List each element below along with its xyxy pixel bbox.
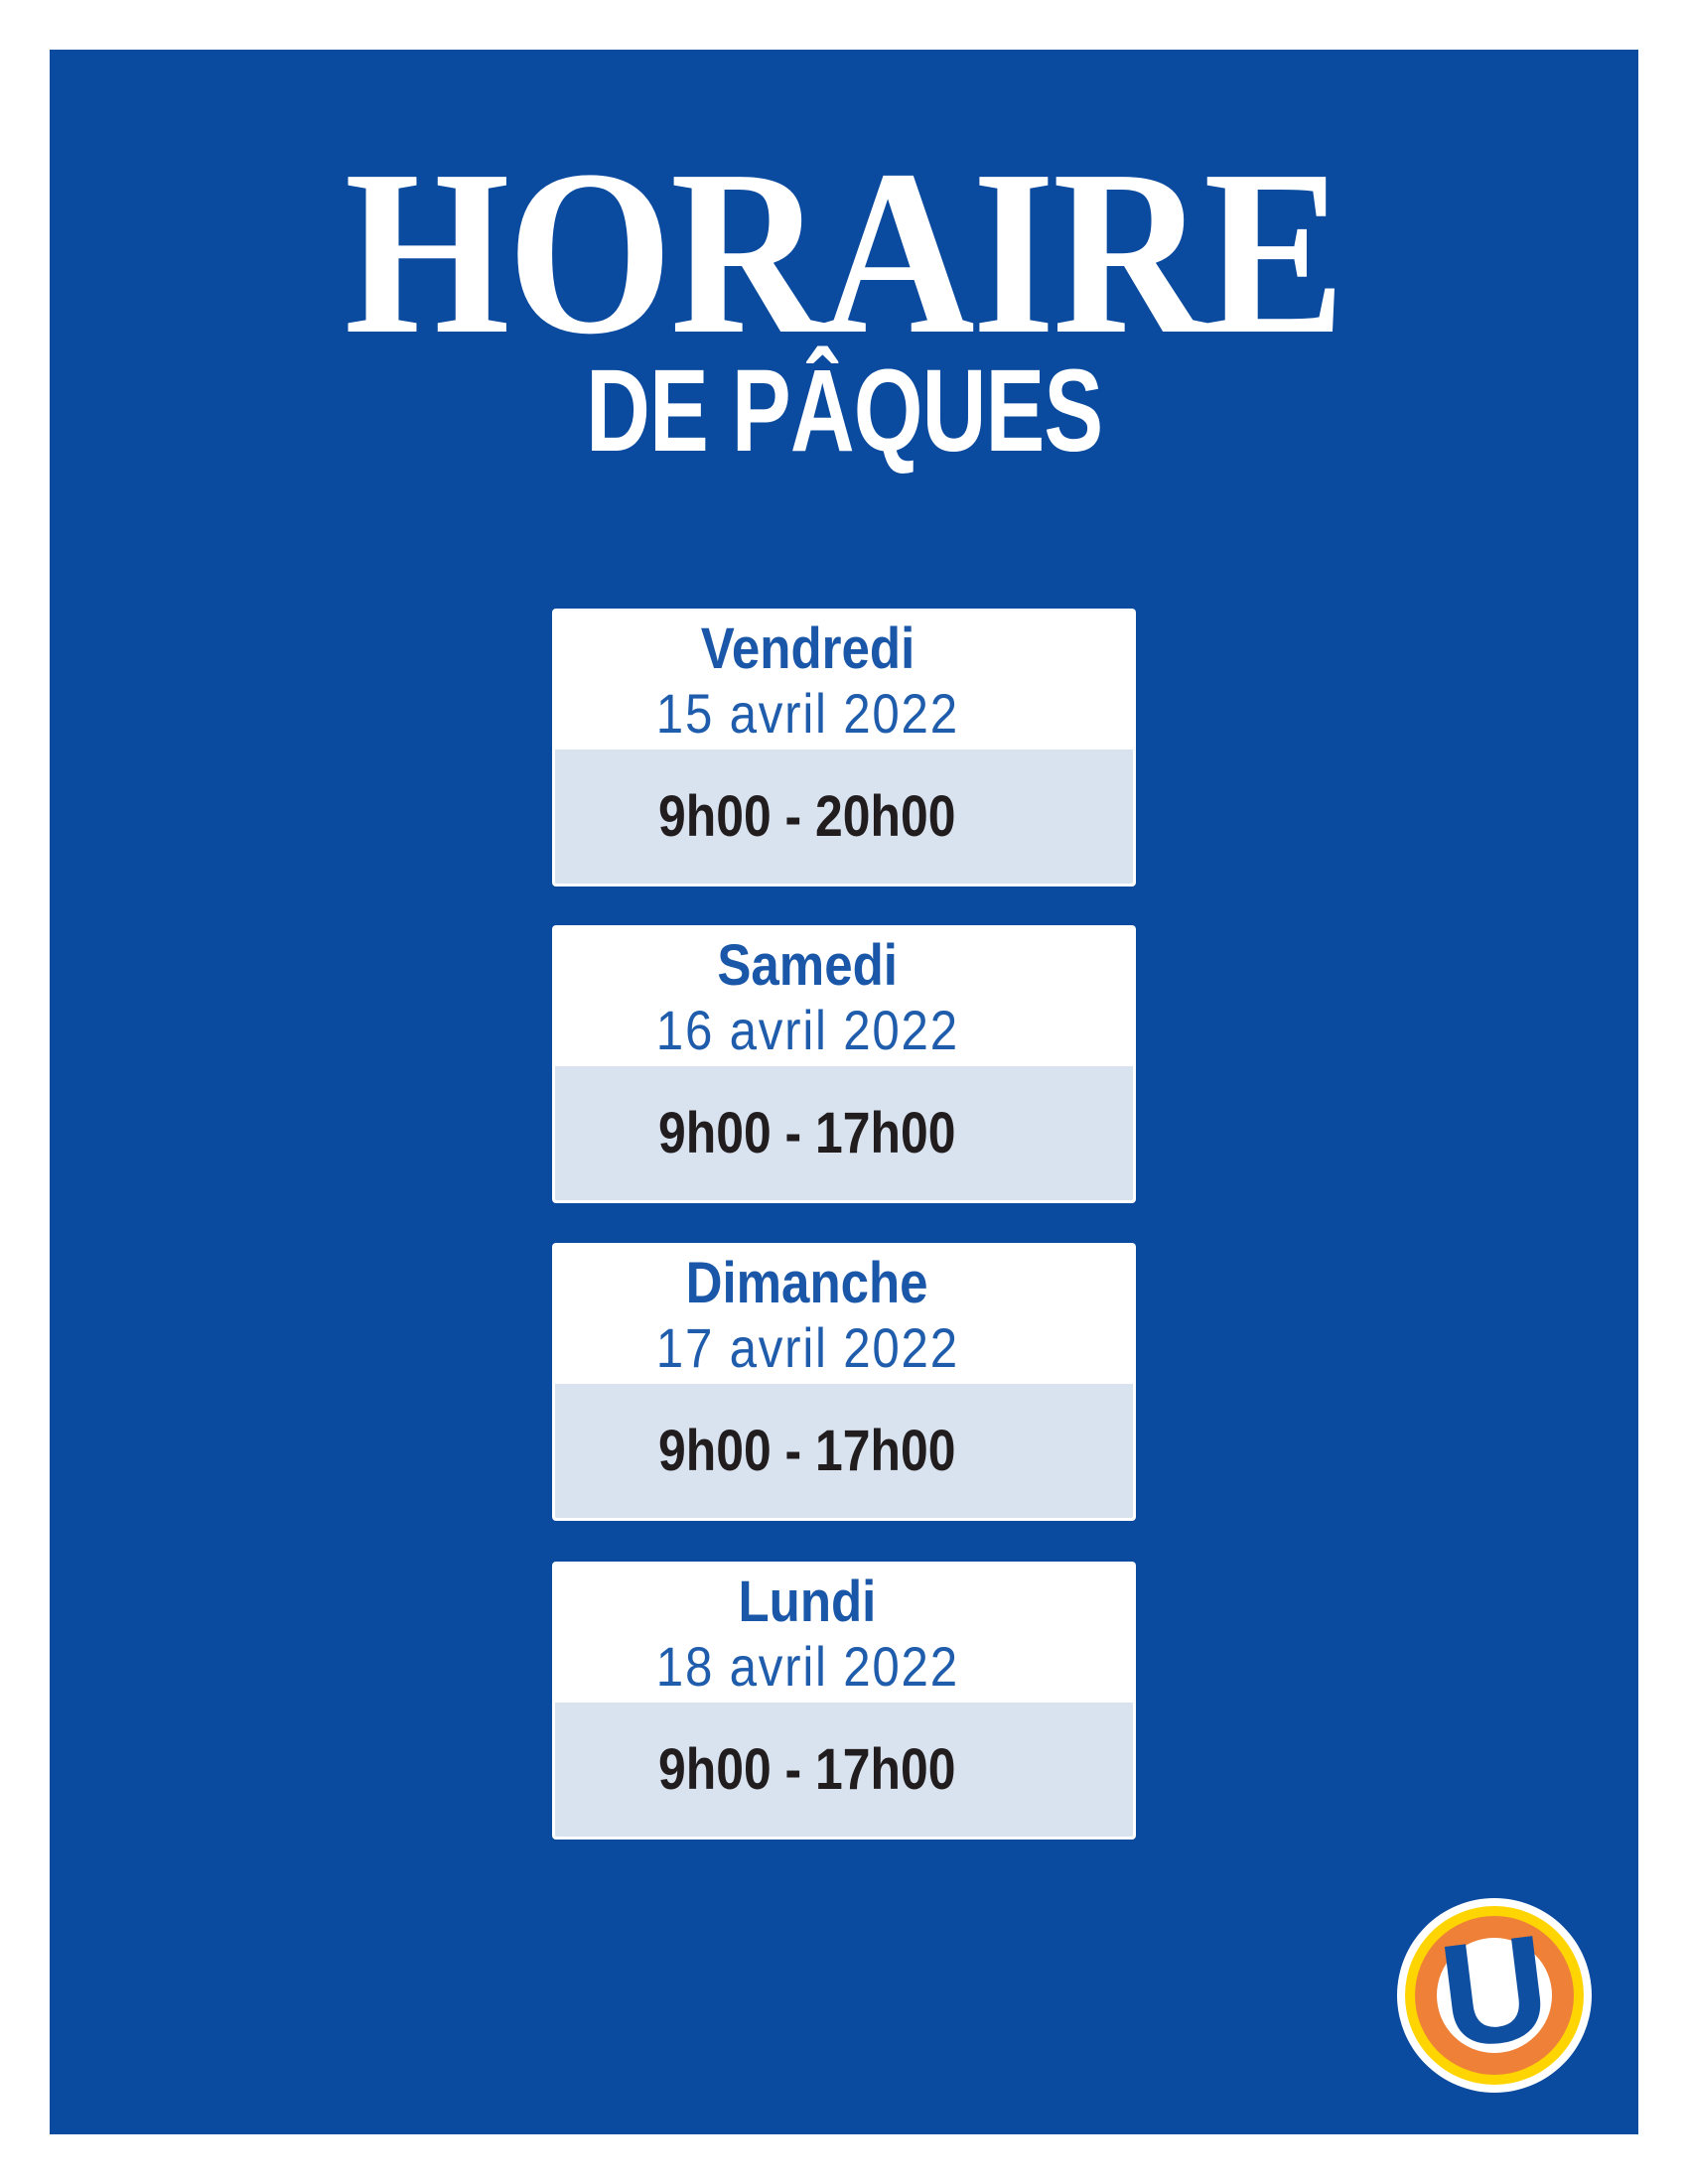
poster-subtitle (50, 345, 1638, 477)
day-date (552, 682, 1062, 745)
poster-blue-panel (50, 50, 1638, 2134)
poster-title (50, 122, 1638, 383)
schedule-card-vendredi (552, 609, 1136, 887)
day-date (552, 1316, 1062, 1379)
hours-text: 9h00 - 17h00 (658, 1418, 956, 1483)
logo-yellow-ring (1405, 1906, 1584, 2085)
day-name (552, 933, 1062, 998)
day-date (552, 1635, 1062, 1698)
day-date-text: 17 avril 2022 (655, 1316, 959, 1379)
schedule-card-lundi (552, 1562, 1136, 1840)
hours-band (555, 1384, 1133, 1518)
hours-text: 9h00 - 17h00 (658, 1100, 956, 1165)
logo-inner-disc (1431, 1904, 1558, 2080)
u-brand-logo (1397, 1898, 1592, 2093)
card-header (552, 1251, 1136, 1396)
hours-band (555, 1066, 1133, 1200)
hours-band (555, 750, 1133, 884)
day-name-text: Samedi (717, 933, 898, 998)
hours-band (555, 1703, 1133, 1837)
hours-text: 9h00 - 20h00 (658, 783, 956, 849)
day-date-text: 15 avril 2022 (655, 682, 959, 745)
day-name-text: Dimanche (686, 1251, 928, 1315)
day-name (552, 1570, 1062, 1634)
schedule-card-samedi (552, 925, 1136, 1203)
day-name (552, 616, 1062, 681)
poster-subtitle-text: DE PÂQUES (585, 345, 1103, 477)
card-header (552, 616, 1136, 761)
day-date-text: 18 avril 2022 (655, 1635, 959, 1698)
u-letter-icon: U (1431, 1904, 1558, 2080)
logo-orange-ring (1415, 1904, 1574, 2080)
poster-title-text: HORAIRE (345, 122, 1343, 383)
day-date (552, 999, 1062, 1061)
day-name (552, 1251, 1062, 1315)
hours-text: 9h00 - 17h00 (658, 1736, 956, 1802)
card-header (552, 1570, 1136, 1714)
day-date-text: 16 avril 2022 (655, 999, 959, 1061)
card-header (552, 933, 1136, 1078)
day-name-text: Vendredi (700, 616, 914, 681)
schedule-card-dimanche (552, 1243, 1136, 1521)
day-name-text: Lundi (738, 1570, 877, 1634)
